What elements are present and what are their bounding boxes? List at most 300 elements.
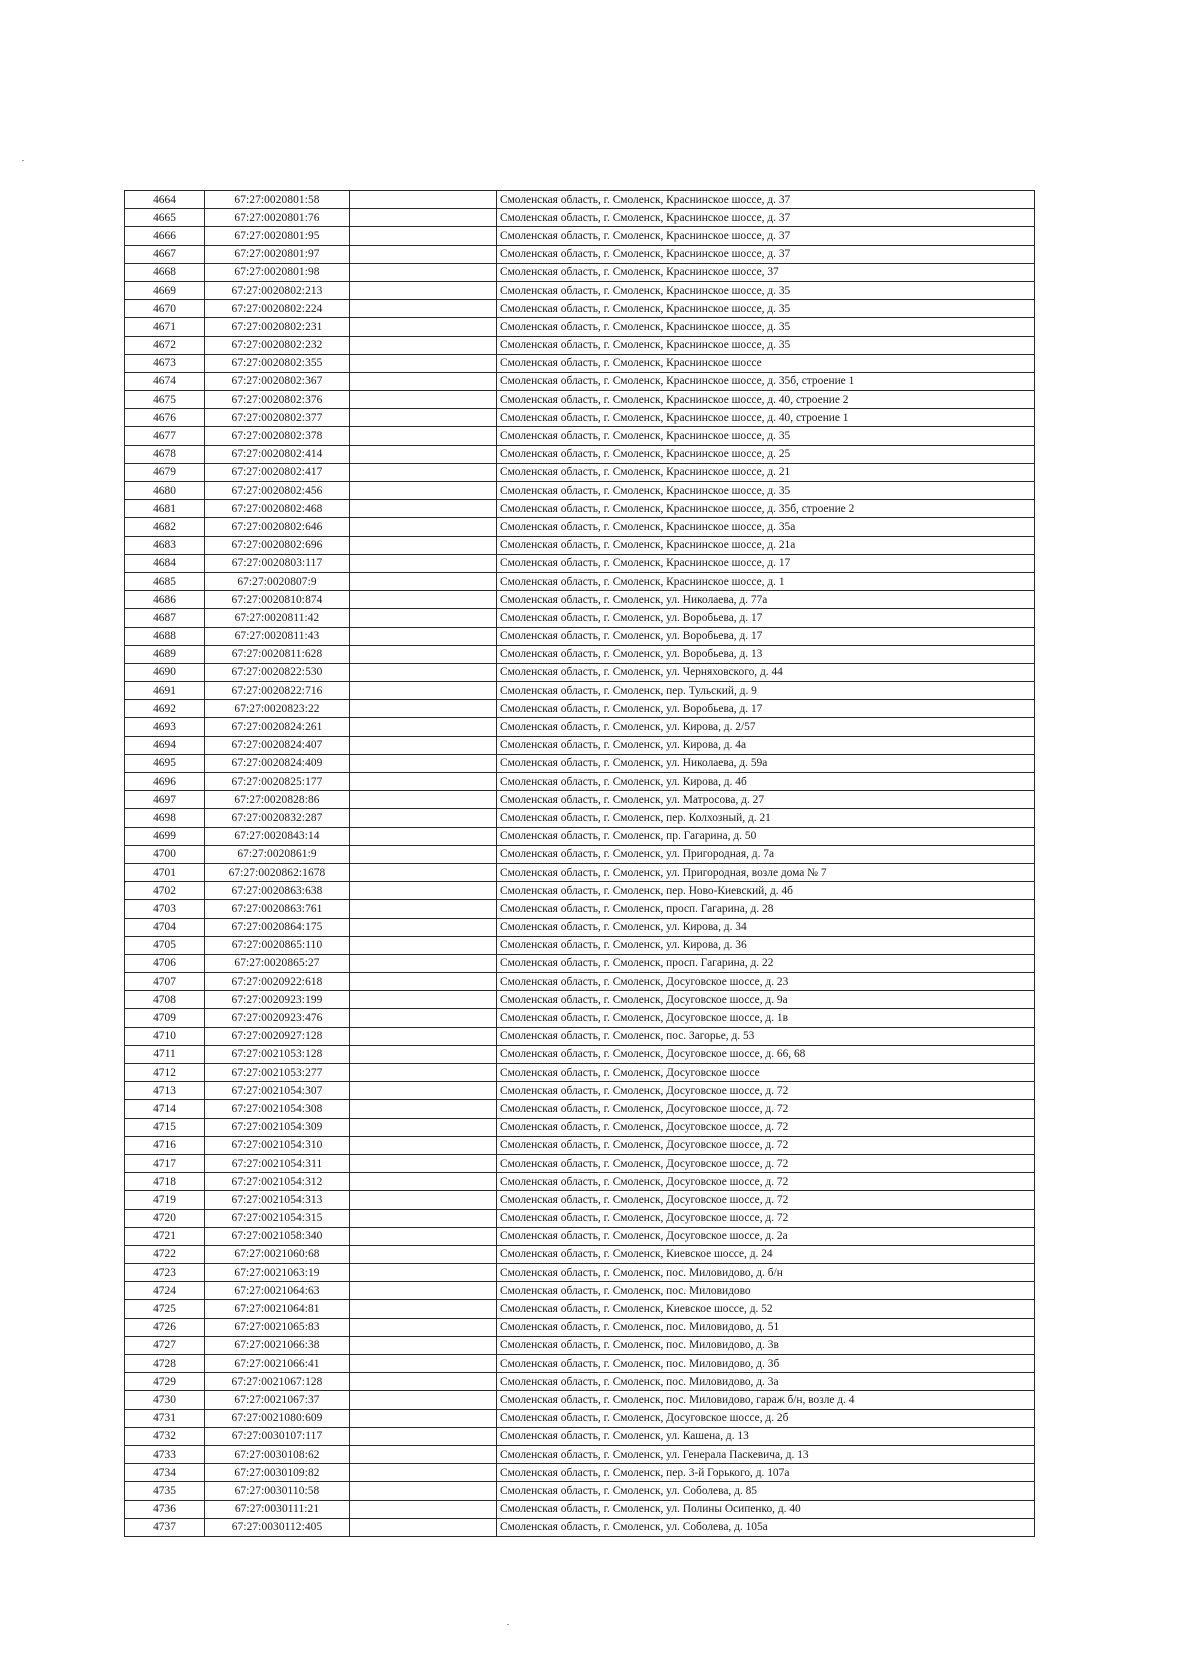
cadastral-number-cell: 67:27:0030110:58: [205, 1482, 350, 1500]
row-number-cell: 4673: [125, 354, 205, 372]
cadastral-number-cell: 67:27:0021053:128: [205, 1045, 350, 1063]
row-number-cell: 4724: [125, 1282, 205, 1300]
table-row: [125, 845, 1035, 863]
cadastral-number-cell: 67:27:0021080:609: [205, 1409, 350, 1427]
empty-cell: [350, 500, 497, 518]
empty-cell: [350, 518, 497, 536]
table-row: [125, 1154, 1035, 1172]
row-number-cell: 4681: [125, 500, 205, 518]
empty-cell: [350, 827, 497, 845]
address-cell: Смоленская область, г. Смоленск, Краснинское шоссе, д. 35: [497, 482, 1035, 500]
empty-cell: [350, 1245, 497, 1263]
empty-cell: [350, 591, 497, 609]
row-number-cell: 4722: [125, 1245, 205, 1263]
cadastral-number-cell: 67:27:0020865:27: [205, 954, 350, 972]
cadastral-number-cell: 67:27:0020802:213: [205, 281, 350, 299]
table-row: [125, 281, 1035, 299]
address-cell: Смоленская область, г. Смоленск, пос. Миловидово, д. 51: [497, 1318, 1035, 1336]
cadastral-number-cell: 67:27:0020801:97: [205, 245, 350, 263]
empty-cell: [350, 1154, 497, 1172]
address-cell: Смоленская область, г. Смоленск, просп. Гагарина, д. 22: [497, 954, 1035, 972]
empty-cell: [350, 809, 497, 827]
row-number-cell: 4688: [125, 627, 205, 645]
cadastral-number-cell: 67:27:0020803:117: [205, 554, 350, 572]
cadastral-number-cell: 67:27:0020802:376: [205, 391, 350, 409]
address-cell: Смоленская область, г. Смоленск, Краснинское шоссе, д. 35а: [497, 518, 1035, 536]
row-number-cell: 4680: [125, 482, 205, 500]
address-cell: Смоленская область, г. Смоленск, Краснинское шоссе, д. 35: [497, 336, 1035, 354]
cadastral-number-cell: 67:27:0020801:95: [205, 227, 350, 245]
row-number-cell: 4676: [125, 409, 205, 427]
address-cell: Смоленская область, г. Смоленск, пер. Ново-Киевский, д. 4б: [497, 882, 1035, 900]
address-cell: Смоленская область, г. Смоленск, ул. Кирова, д. 36: [497, 936, 1035, 954]
cadastral-number-cell: 67:27:0021054:308: [205, 1100, 350, 1118]
empty-cell: [350, 1518, 497, 1536]
cadastral-number-cell: 67:27:0030108:62: [205, 1445, 350, 1463]
cadastral-number-cell: 67:27:0020802:231: [205, 318, 350, 336]
address-cell: Смоленская область, г. Смоленск, Краснинское шоссе, д. 21: [497, 463, 1035, 481]
address-cell: Смоленская область, г. Смоленск, Досуговское шоссе, д. 2а: [497, 1227, 1035, 1245]
empty-cell: [350, 463, 497, 481]
empty-cell: [350, 1409, 497, 1427]
cadastral-number-cell: 67:27:0021063:19: [205, 1264, 350, 1282]
row-number-cell: 4731: [125, 1409, 205, 1427]
cadastral-number-cell: 67:27:0020824:407: [205, 736, 350, 754]
address-cell: Смоленская область, г. Смоленск, Краснинское шоссе, д. 17: [497, 554, 1035, 572]
empty-cell: [350, 227, 497, 245]
row-number-cell: 4702: [125, 882, 205, 900]
row-number-cell: 4714: [125, 1100, 205, 1118]
empty-cell: [350, 263, 497, 281]
address-cell: Смоленская область, г. Смоленск, Краснинское шоссе, д. 35: [497, 318, 1035, 336]
table-row: [125, 1518, 1035, 1536]
address-cell: Смоленская область, г. Смоленск, Досуговское шоссе, д. 1в: [497, 1009, 1035, 1027]
table-row: [125, 1100, 1035, 1118]
cadastral-number-cell: 67:27:0020802:377: [205, 409, 350, 427]
table-row: [125, 263, 1035, 281]
cadastral-number-cell: 67:27:0021064:81: [205, 1300, 350, 1318]
row-number-cell: 4684: [125, 554, 205, 572]
cadastral-registry-table: [124, 190, 1035, 1537]
table-row: [125, 482, 1035, 500]
table-row: [125, 1282, 1035, 1300]
row-number-cell: 4664: [125, 191, 205, 209]
table-row: [125, 773, 1035, 791]
cadastral-number-cell: 67:27:0030107:117: [205, 1427, 350, 1445]
empty-cell: [350, 1082, 497, 1100]
cadastral-number-cell: 67:27:0020801:98: [205, 263, 350, 281]
table-row: [125, 827, 1035, 845]
table-row: [125, 991, 1035, 1009]
address-cell: Смоленская область, г. Смоленск, ул. Воробьева, д. 13: [497, 645, 1035, 663]
cadastral-number-cell: 67:27:0021066:41: [205, 1355, 350, 1373]
empty-cell: [350, 354, 497, 372]
cadastral-number-cell: 67:27:0020811:42: [205, 609, 350, 627]
table-row: [125, 1136, 1035, 1154]
cadastral-number-cell: 67:27:0020802:646: [205, 518, 350, 536]
row-number-cell: 4709: [125, 1009, 205, 1027]
cadastral-number-cell: 67:27:0020802:414: [205, 445, 350, 463]
empty-cell: [350, 1136, 497, 1154]
empty-cell: [350, 336, 497, 354]
empty-cell: [350, 1264, 497, 1282]
empty-cell: [350, 1427, 497, 1445]
cadastral-number-cell: 67:27:0020823:22: [205, 700, 350, 718]
table-row: [125, 791, 1035, 809]
address-cell: Смоленская область, г. Смоленск, Краснинское шоссе, д. 35б, строение 2: [497, 500, 1035, 518]
row-number-cell: 4689: [125, 645, 205, 663]
address-cell: Смоленская область, г. Смоленск, Краснинское шоссе, д. 37: [497, 209, 1035, 227]
table-row: [125, 736, 1035, 754]
address-cell: Смоленская область, г. Смоленск, ул. Николаева, д. 77а: [497, 591, 1035, 609]
address-cell: Смоленская область, г. Смоленск, Досуговское шоссе, д. 23: [497, 973, 1035, 991]
table-row: [125, 1191, 1035, 1209]
cadastral-number-cell: 67:27:0020832:287: [205, 809, 350, 827]
cadastral-number-cell: 67:27:0030109:82: [205, 1464, 350, 1482]
row-number-cell: 4690: [125, 663, 205, 681]
address-cell: Смоленская область, г. Смоленск, ул. Воробьева, д. 17: [497, 627, 1035, 645]
cadastral-number-cell: 67:27:0020863:638: [205, 882, 350, 900]
address-cell: Смоленская область, г. Смоленск, ул. Кирова, д. 4а: [497, 736, 1035, 754]
address-cell: Смоленская область, г. Смоленск, Досуговское шоссе, д. 72: [497, 1154, 1035, 1172]
cadastral-number-cell: 67:27:0020802:224: [205, 300, 350, 318]
row-number-cell: 4728: [125, 1355, 205, 1373]
table-row: [125, 754, 1035, 772]
row-number-cell: 4730: [125, 1391, 205, 1409]
empty-cell: [350, 682, 497, 700]
cadastral-number-cell: 67:27:0021064:63: [205, 1282, 350, 1300]
table-row: [125, 863, 1035, 881]
table-row: [125, 554, 1035, 572]
address-cell: Смоленская область, г. Смоленск, пос. Миловидово, д. б/н: [497, 1264, 1035, 1282]
address-cell: Смоленская область, г. Смоленск, Досуговское шоссе, д. 72: [497, 1173, 1035, 1191]
empty-cell: [350, 845, 497, 863]
table-row: [125, 1064, 1035, 1082]
cadastral-number-cell: 67:27:0021054:307: [205, 1082, 350, 1100]
row-number-cell: 4694: [125, 736, 205, 754]
address-cell: Смоленская область, г. Смоленск, пер. Колхозный, д. 21: [497, 809, 1035, 827]
address-cell: Смоленская область, г. Смоленск, Краснинское шоссе, д. 35: [497, 300, 1035, 318]
empty-cell: [350, 1391, 497, 1409]
address-cell: Смоленская область, г. Смоленск, Киевское шоссе, д. 52: [497, 1300, 1035, 1318]
row-number-cell: 4692: [125, 700, 205, 718]
cadastral-number-cell: 67:27:0020811:43: [205, 627, 350, 645]
empty-cell: [350, 1227, 497, 1245]
address-cell: Смоленская область, г. Смоленск, пос. Миловидово, д. 3а: [497, 1373, 1035, 1391]
cadastral-number-cell: 67:27:0021060:68: [205, 1245, 350, 1263]
row-number-cell: 4671: [125, 318, 205, 336]
table-row: [125, 409, 1035, 427]
cadastral-number-cell: 67:27:0020811:628: [205, 645, 350, 663]
address-cell: Смоленская область, г. Смоленск, Краснинское шоссе, 37: [497, 263, 1035, 281]
cadastral-number-cell: 67:27:0020810:874: [205, 591, 350, 609]
empty-cell: [350, 609, 497, 627]
table-row: [125, 663, 1035, 681]
table-row: [125, 1482, 1035, 1500]
row-number-cell: 4725: [125, 1300, 205, 1318]
row-number-cell: 4674: [125, 372, 205, 390]
address-cell: Смоленская область, г. Смоленск, пос. Миловидово, д. 3в: [497, 1336, 1035, 1354]
row-number-cell: 4669: [125, 281, 205, 299]
cadastral-number-cell: 67:27:0020864:175: [205, 918, 350, 936]
table-row: [125, 1464, 1035, 1482]
empty-cell: [350, 482, 497, 500]
empty-cell: [350, 882, 497, 900]
row-number-cell: 4705: [125, 936, 205, 954]
address-cell: Смоленская область, г. Смоленск, ул. Пригородная, д. 7а: [497, 845, 1035, 863]
empty-cell: [350, 1336, 497, 1354]
empty-cell: [350, 245, 497, 263]
empty-cell: [350, 572, 497, 590]
empty-cell: [350, 773, 497, 791]
cadastral-number-cell: 67:27:0020802:355: [205, 354, 350, 372]
row-number-cell: 4679: [125, 463, 205, 481]
cadastral-number-cell: 67:27:0021067:37: [205, 1391, 350, 1409]
row-number-cell: 4711: [125, 1045, 205, 1063]
scan-speck: [507, 1624, 509, 1625]
empty-cell: [350, 627, 497, 645]
address-cell: Смоленская область, г. Смоленск, Краснинское шоссе: [497, 354, 1035, 372]
address-cell: Смоленская область, г. Смоленск, ул. Пригородная, возле дома № 7: [497, 863, 1035, 881]
cadastral-number-cell: 67:27:0021054:312: [205, 1173, 350, 1191]
cadastral-number-cell: 67:27:0021054:315: [205, 1209, 350, 1227]
address-cell: Смоленская область, г. Смоленск, Краснинское шоссе, д. 35: [497, 427, 1035, 445]
row-number-cell: 4697: [125, 791, 205, 809]
row-number-cell: 4703: [125, 900, 205, 918]
table-row: [125, 682, 1035, 700]
table-row: [125, 227, 1035, 245]
row-number-cell: 4726: [125, 1318, 205, 1336]
row-number-cell: 4666: [125, 227, 205, 245]
cadastral-number-cell: 67:27:0020822:716: [205, 682, 350, 700]
cadastral-number-cell: 67:27:0021053:277: [205, 1064, 350, 1082]
table-row: [125, 918, 1035, 936]
empty-cell: [350, 536, 497, 554]
empty-cell: [350, 1045, 497, 1063]
empty-cell: [350, 1027, 497, 1045]
address-cell: Смоленская область, г. Смоленск, ул. Николаева, д. 59а: [497, 754, 1035, 772]
cadastral-number-cell: 67:27:0020923:476: [205, 1009, 350, 1027]
cadastral-number-cell: 67:27:0021054:311: [205, 1154, 350, 1172]
address-cell: Смоленская область, г. Смоленск, Досуговское шоссе, д. 9а: [497, 991, 1035, 1009]
table-row: [125, 463, 1035, 481]
table-row: [125, 1027, 1035, 1045]
empty-cell: [350, 391, 497, 409]
row-number-cell: 4713: [125, 1082, 205, 1100]
empty-cell: [350, 663, 497, 681]
address-cell: Смоленская область, г. Смоленск, пр. Гагарина, д. 50: [497, 827, 1035, 845]
address-cell: Смоленская область, г. Смоленск, Досуговское шоссе, д. 72: [497, 1209, 1035, 1227]
empty-cell: [350, 427, 497, 445]
empty-cell: [350, 718, 497, 736]
cadastral-number-cell: 67:27:0021054:309: [205, 1118, 350, 1136]
empty-cell: [350, 954, 497, 972]
empty-cell: [350, 754, 497, 772]
cadastral-number-cell: 67:27:0020843:14: [205, 827, 350, 845]
address-cell: Смоленская область, г. Смоленск, Досуговское шоссе, д. 72: [497, 1136, 1035, 1154]
cadastral-number-cell: 67:27:0020807:9: [205, 572, 350, 590]
cadastral-number-cell: 67:27:0020801:76: [205, 209, 350, 227]
empty-cell: [350, 409, 497, 427]
empty-cell: [350, 645, 497, 663]
row-number-cell: 4701: [125, 863, 205, 881]
cadastral-number-cell: 67:27:0020824:261: [205, 718, 350, 736]
cadastral-number-cell: 67:27:0020802:456: [205, 482, 350, 500]
cadastral-number-cell: 67:27:0020828:86: [205, 791, 350, 809]
row-number-cell: 4699: [125, 827, 205, 845]
empty-cell: [350, 1009, 497, 1027]
empty-cell: [350, 1100, 497, 1118]
empty-cell: [350, 1064, 497, 1082]
table-row: [125, 300, 1035, 318]
table-row: [125, 209, 1035, 227]
address-cell: Смоленская область, г. Смоленск, ул. Генерала Паскевича, д. 13: [497, 1445, 1035, 1463]
empty-cell: [350, 991, 497, 1009]
address-cell: Смоленская область, г. Смоленск, Краснинское шоссе, д. 37: [497, 245, 1035, 263]
cadastral-number-cell: 67:27:0030112:405: [205, 1518, 350, 1536]
address-cell: Смоленская область, г. Смоленск, Краснинское шоссе, д. 21а: [497, 536, 1035, 554]
row-number-cell: 4736: [125, 1500, 205, 1518]
row-number-cell: 4675: [125, 391, 205, 409]
address-cell: Смоленская область, г. Смоленск, Досуговское шоссе, д. 2б: [497, 1409, 1035, 1427]
cadastral-number-cell: 67:27:0020802:367: [205, 372, 350, 390]
address-cell: Смоленская область, г. Смоленск, Досуговское шоссе, д. 72: [497, 1082, 1035, 1100]
row-number-cell: 4707: [125, 973, 205, 991]
cadastral-number-cell: 67:27:0021058:340: [205, 1227, 350, 1245]
cadastral-number-cell: 67:27:0020862:1678: [205, 863, 350, 881]
row-number-cell: 4732: [125, 1427, 205, 1445]
address-cell: Смоленская область, г. Смоленск, Краснинское шоссе, д. 1: [497, 572, 1035, 590]
address-cell: Смоленская область, г. Смоленск, Краснинское шоссе, д. 35б, строение 1: [497, 372, 1035, 390]
address-cell: Смоленская область, г. Смоленск, просп. Гагарина, д. 28: [497, 900, 1035, 918]
row-number-cell: 4687: [125, 609, 205, 627]
table-row: [125, 1427, 1035, 1445]
row-number-cell: 4693: [125, 718, 205, 736]
row-number-cell: 4695: [125, 754, 205, 772]
cadastral-number-cell: 67:27:0030111:21: [205, 1500, 350, 1518]
table-row: [125, 336, 1035, 354]
empty-cell: [350, 1445, 497, 1463]
table-row: [125, 936, 1035, 954]
address-cell: Смоленская область, г. Смоленск, Досуговское шоссе, д. 72: [497, 1118, 1035, 1136]
table-row: [125, 1318, 1035, 1336]
empty-cell: [350, 1500, 497, 1518]
empty-cell: [350, 791, 497, 809]
cadastral-number-cell: 67:27:0020863:761: [205, 900, 350, 918]
table-row: [125, 1391, 1035, 1409]
row-number-cell: 4686: [125, 591, 205, 609]
address-cell: Смоленская область, г. Смоленск, пер. Тульский, д. 9: [497, 682, 1035, 700]
table-row: [125, 809, 1035, 827]
empty-cell: [350, 1300, 497, 1318]
address-cell: Смоленская область, г. Смоленск, Краснинское шоссе, д. 35: [497, 281, 1035, 299]
table-row: [125, 1173, 1035, 1191]
table-row: [125, 445, 1035, 463]
table-row: [125, 1445, 1035, 1463]
table-row: [125, 391, 1035, 409]
table-row: [125, 1009, 1035, 1027]
row-number-cell: 4721: [125, 1227, 205, 1245]
address-cell: Смоленская область, г. Смоленск, пос. Миловидово, д. 3б: [497, 1355, 1035, 1373]
address-cell: Смоленская область, г. Смоленск, ул. Полины Осипенко, д. 40: [497, 1500, 1035, 1518]
row-number-cell: 4718: [125, 1173, 205, 1191]
address-cell: Смоленская область, г. Смоленск, ул. Воробьева, д. 17: [497, 609, 1035, 627]
address-cell: Смоленская область, г. Смоленск, Краснинское шоссе, д. 40, строение 1: [497, 409, 1035, 427]
empty-cell: [350, 1209, 497, 1227]
table-row: [125, 536, 1035, 554]
address-cell: Смоленская область, г. Смоленск, пос. Загорье, д. 53: [497, 1027, 1035, 1045]
row-number-cell: 4691: [125, 682, 205, 700]
empty-cell: [350, 918, 497, 936]
empty-cell: [350, 372, 497, 390]
empty-cell: [350, 445, 497, 463]
address-cell: Смоленская область, г. Смоленск, ул. Кирова, д. 4б: [497, 773, 1035, 791]
empty-cell: [350, 1355, 497, 1373]
address-cell: Смоленская область, г. Смоленск, ул. Кирова, д. 2/57: [497, 718, 1035, 736]
address-cell: Смоленская область, г. Смоленск, Краснинское шоссе, д. 37: [497, 227, 1035, 245]
address-cell: Смоленская область, г. Смоленск, ул. Соболева, д. 105а: [497, 1518, 1035, 1536]
table-row: [125, 1355, 1035, 1373]
empty-cell: [350, 300, 497, 318]
row-number-cell: 4678: [125, 445, 205, 463]
row-number-cell: 4734: [125, 1464, 205, 1482]
row-number-cell: 4717: [125, 1154, 205, 1172]
empty-cell: [350, 1118, 497, 1136]
table-row: [125, 245, 1035, 263]
table-row: [125, 1373, 1035, 1391]
cadastral-number-cell: 67:27:0020822:530: [205, 663, 350, 681]
address-cell: Смоленская область, г. Смоленск, ул. Кирова, д. 34: [497, 918, 1035, 936]
row-number-cell: 4670: [125, 300, 205, 318]
row-number-cell: 4685: [125, 572, 205, 590]
empty-cell: [350, 1373, 497, 1391]
cadastral-number-cell: 67:27:0021067:128: [205, 1373, 350, 1391]
address-cell: Смоленская область, г. Смоленск, пос. Миловидово: [497, 1282, 1035, 1300]
cadastral-number-cell: 67:27:0020802:417: [205, 463, 350, 481]
table-row: [125, 1500, 1035, 1518]
address-cell: Смоленская область, г. Смоленск, Досуговское шоссе, д. 72: [497, 1100, 1035, 1118]
cadastral-number-cell: 67:27:0020802:696: [205, 536, 350, 554]
empty-cell: [350, 318, 497, 336]
table-row: [125, 1336, 1035, 1354]
table-row: [125, 609, 1035, 627]
empty-cell: [350, 1282, 497, 1300]
row-number-cell: 4708: [125, 991, 205, 1009]
row-number-cell: 4720: [125, 1209, 205, 1227]
cadastral-number-cell: 67:27:0020802:378: [205, 427, 350, 445]
table-row: [125, 318, 1035, 336]
table-row: [125, 354, 1035, 372]
empty-cell: [350, 863, 497, 881]
table-row: [125, 500, 1035, 518]
registry-table-body: [125, 191, 1035, 1537]
scan-speck: [22, 160, 24, 161]
table-row: [125, 973, 1035, 991]
address-cell: Смоленская область, г. Смоленск, ул. Соболева, д. 85: [497, 1482, 1035, 1500]
cadastral-number-cell: 67:27:0020801:58: [205, 191, 350, 209]
empty-cell: [350, 1173, 497, 1191]
table-row: [125, 700, 1035, 718]
row-number-cell: 4698: [125, 809, 205, 827]
table-row: [125, 572, 1035, 590]
table-row: [125, 1245, 1035, 1263]
address-cell: Смоленская область, г. Смоленск, ул. Воробьева, д. 17: [497, 700, 1035, 718]
row-number-cell: 4710: [125, 1027, 205, 1045]
row-number-cell: 4723: [125, 1264, 205, 1282]
cadastral-number-cell: 67:27:0020802:468: [205, 500, 350, 518]
empty-cell: [350, 209, 497, 227]
row-number-cell: 4668: [125, 263, 205, 281]
